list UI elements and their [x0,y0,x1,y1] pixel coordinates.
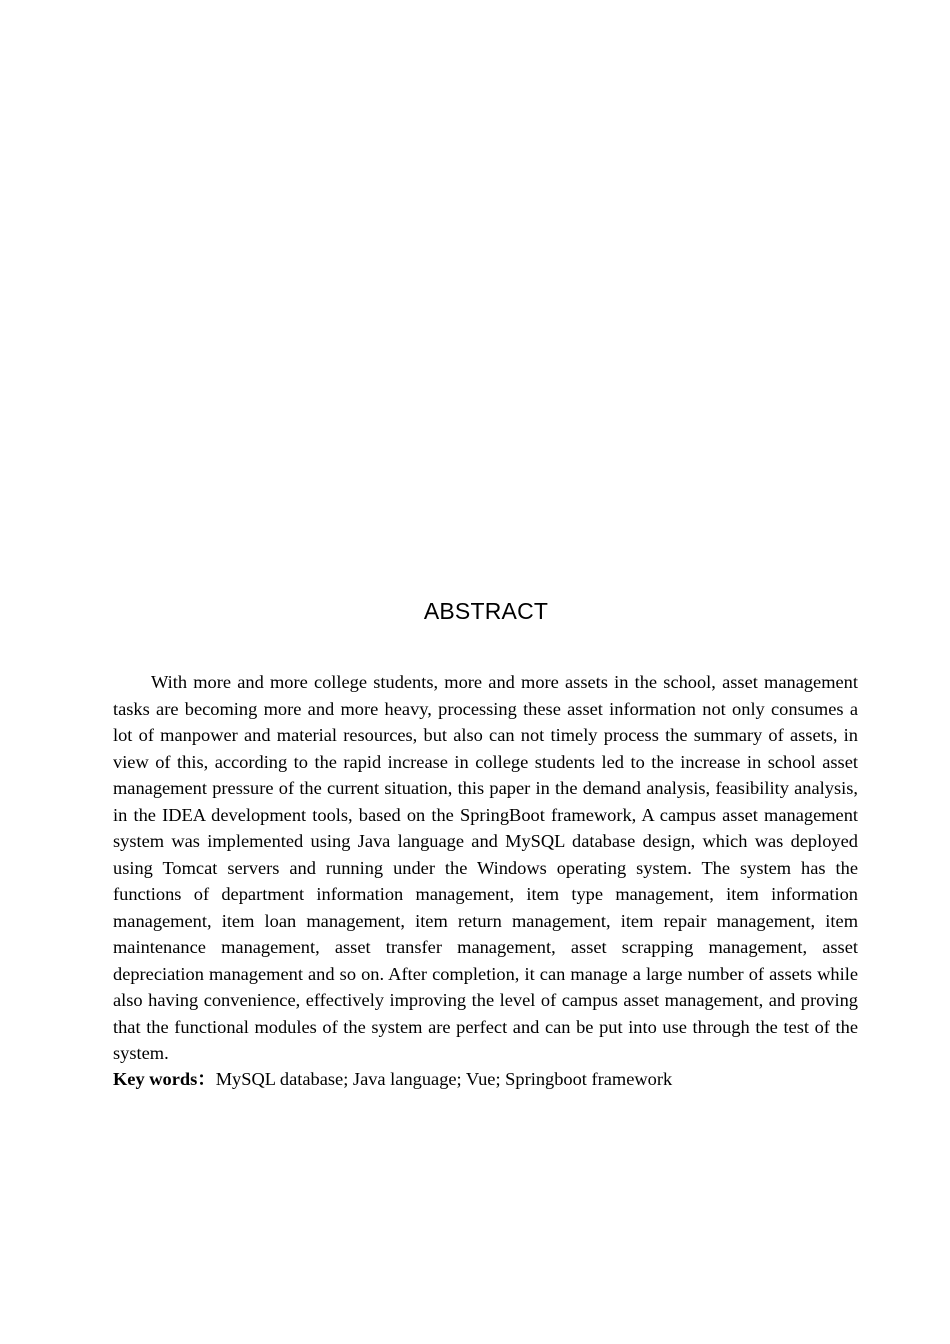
keywords-line [113,1066,858,1093]
keywords-label: Key words： [113,1069,216,1089]
keywords-list: MySQL database; Java language; Vue; Springboot framework [215,1069,673,1089]
abstract-title: ABSTRACT [423,598,549,624]
abstract-body: With more and more college students, more and more assets in the school, asset management tasks are becoming more and more heavy, processing these asset information not only consumes a lot of manpower and material resources, but also can not timely process the summary of assets, in view of this, according to the rapid increase in college students led to the increase in school asset management pressure of the current situation, this paper in the demand analysis, feasibility analysis, in the IDEA development tools, based on the SpringBoot framework, A campus asset management system was implemented using Java language and MySQL database design, which was deployed using Tomcat servers and running under the Windows operating system. The system has the functions of department information management, item type management, item information management, item loan management, item return management, item repair management, item maintenance management, asset transfer management, asset scrapping management, asset depreciation management and so on. After completion, it can manage a large number of assets while also having convenience, effectively improving the level of campus asset management, and proving that the functional modules of the system are perfect and can be put into use through the test of the system. [113,672,858,1063]
